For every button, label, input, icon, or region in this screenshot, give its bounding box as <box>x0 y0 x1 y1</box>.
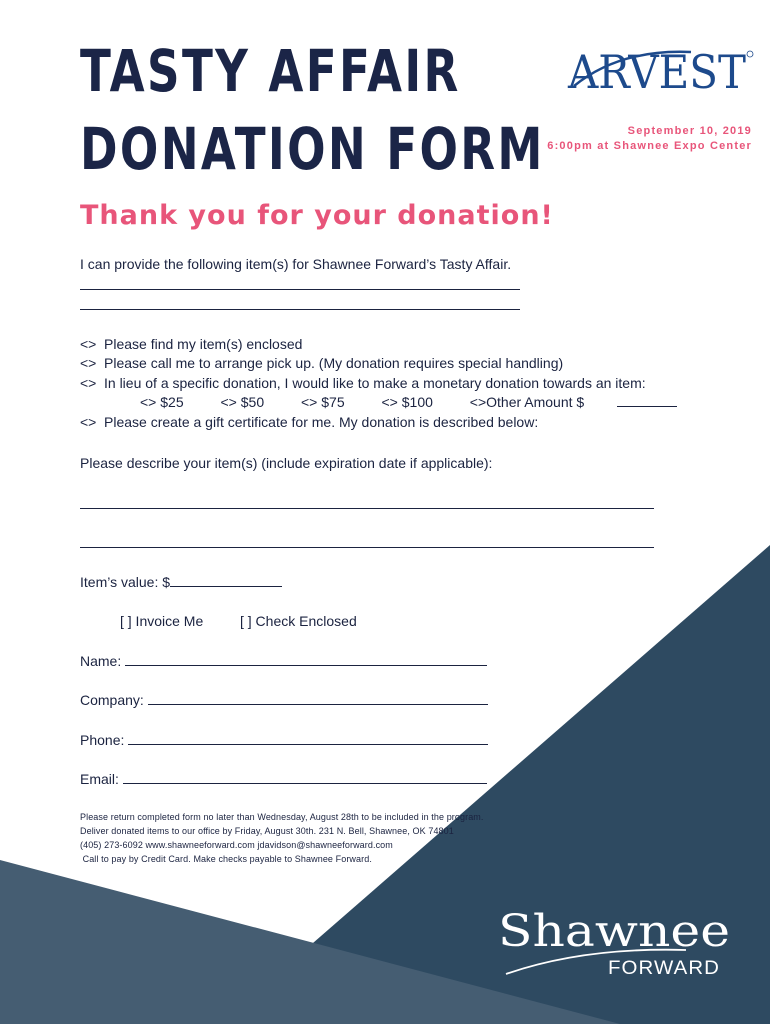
company-row <box>80 692 488 708</box>
intro-text: I can provide the following item(s) for Shawnee Forward’s Tasty Affair. <box>80 256 512 272</box>
amount-100[interactable]: <> $100 <box>381 394 433 410</box>
arvest-wordmark: ARVEST <box>567 45 747 99</box>
title-line-1: TASTY AFFAIR <box>80 37 461 105</box>
describe-line-1[interactable] <box>80 508 654 509</box>
describe-label: Please describe your item(s) (include expiration date if applicable): <box>80 455 493 471</box>
option-label: Please create a gift certificate for me. My donation is described below: <box>104 414 539 430</box>
option-label: In lieu of a specific donation, I would like to make a monetary donation towards an item: <box>104 375 646 391</box>
option-enclosed[interactable] <box>80 336 302 352</box>
name-row <box>80 653 487 669</box>
company-field[interactable] <box>148 692 488 705</box>
option-monetary[interactable] <box>80 375 646 391</box>
name-field[interactable] <box>125 653 487 666</box>
email-row <box>80 771 487 787</box>
footer-line-4: Call to pay by Credit Card. Make checks payable to Shawnee Forward. <box>80 854 372 864</box>
item-value-row <box>80 574 282 590</box>
thank-you-heading: Thank you for your donation! <box>80 200 554 231</box>
event-time-place: 6:00pm at Shawnee Expo Center <box>547 140 752 152</box>
option-pickup[interactable] <box>80 355 563 371</box>
phone-field[interactable] <box>128 732 488 745</box>
registered-mark-icon <box>747 51 753 57</box>
amount-50[interactable]: <> $50 <box>220 394 265 410</box>
option-gift-certificate[interactable] <box>80 414 538 430</box>
option-label: Please find my item(s) enclosed <box>104 336 303 352</box>
name-label: Name: <box>80 653 122 669</box>
title-line-2: DONATION FORM <box>80 115 545 183</box>
other-amount-field[interactable] <box>617 394 677 407</box>
footer-line-2: Deliver donated items to our office by Friday, August 30th. 231 N. Bell, Shawnee, OK 74801 <box>80 826 454 836</box>
arvest-logo <box>566 38 756 106</box>
describe-line-2[interactable] <box>80 547 654 548</box>
amount-75[interactable]: <> $75 <box>301 394 345 410</box>
shawnee-forward-logo <box>498 900 738 980</box>
phone-row <box>80 732 488 748</box>
amount-25[interactable]: <> $25 <box>140 394 184 410</box>
amount-options <box>140 394 710 410</box>
other-amount-label: <>Other Amount $ <box>469 394 585 410</box>
provide-line-1[interactable] <box>80 289 520 290</box>
check-enclosed-checkbox[interactable]: [ ] Check Enclosed <box>240 613 357 629</box>
footer-line-3: (405) 273-6092 www.shawneeforward.com jdavidson@shawneeforward.com <box>80 840 393 850</box>
footer-notes <box>80 810 484 866</box>
form-title <box>80 32 545 188</box>
forward-wordmark: FORWARD <box>608 958 720 979</box>
other-amount[interactable] <box>470 394 710 410</box>
invoice-me-checkbox[interactable]: [ ] Invoice Me <box>120 613 204 629</box>
email-label: Email: <box>80 771 119 787</box>
provide-line-2[interactable] <box>80 309 520 310</box>
shawnee-wordmark: Shawnee <box>498 906 730 957</box>
event-info <box>547 124 752 154</box>
item-value-label: Item’s value: $ <box>80 574 171 590</box>
item-value-field[interactable] <box>170 574 282 587</box>
option-label: Please call me to arrange pick up. (My donation requires special handling) <box>104 355 564 371</box>
option-checkbox[interactable]: <> <box>80 375 97 391</box>
option-checkbox[interactable]: <> <box>80 355 97 371</box>
option-checkbox[interactable]: <> <box>80 414 97 430</box>
company-label: Company: <box>80 692 144 708</box>
event-date: September 10, 2019 <box>627 125 752 137</box>
phone-label: Phone: <box>80 732 125 748</box>
footer-line-1: Please return completed form no later than Wednesday, August 28th to be included in the program. <box>80 812 484 822</box>
email-field[interactable] <box>123 771 487 784</box>
option-checkbox[interactable]: <> <box>80 336 97 352</box>
